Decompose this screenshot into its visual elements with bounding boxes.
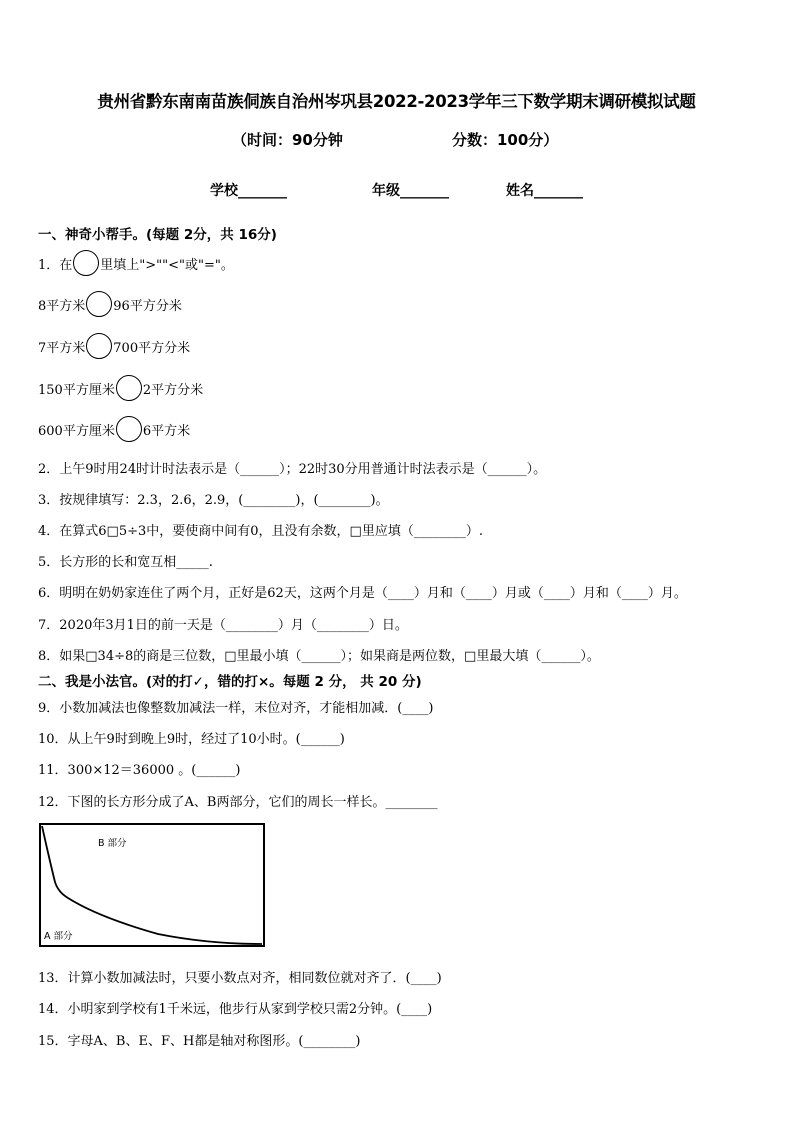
question-8: 8．如果□34÷8的商是三位数，□里最小填（______）；如果商是两位数，□里最大填（______）。 xyxy=(38,649,600,664)
comparison-left: 150平方厘米 xyxy=(38,382,115,398)
question-2: 2．上午9时用24时计时法表示是（______）；22时30分用普通计时法表示是（______）。 xyxy=(38,462,547,477)
section-2-heading: 二、我是小法官。(对的打✓，错的打×。每题 2 分， 共 20 分) xyxy=(38,674,422,690)
blank-circle xyxy=(73,250,99,276)
school-field: 学校_______ xyxy=(210,183,287,199)
question-5: 5．长方形的长和宽互相_____. xyxy=(38,555,213,570)
question-7: 7．2020年3月1日的前一天是（________）月（________）日。 xyxy=(38,618,408,633)
blank-circle xyxy=(86,333,112,359)
question-14: 14．小明家到学校有1千米远，他步行从家到学校只需2分钟。(____) xyxy=(38,1002,433,1017)
comparison-row xyxy=(38,291,182,317)
question-9: 9．小数加减法也像整数加减法一样，末位对齐，才能相加减．(____) xyxy=(38,701,434,716)
comparison-right: 2平方分米 xyxy=(142,382,204,398)
comparison-right: 96平方分米 xyxy=(113,298,182,314)
question-13: 13．计算小数加减法时，只要小数点对齐，相同数位就对齐了．(____) xyxy=(38,971,442,986)
question-1-text-a: 1．在 xyxy=(38,257,73,273)
comparison-right: 700平方分米 xyxy=(113,340,191,356)
comparison-left: 600平方厘米 xyxy=(38,423,115,439)
question-11: 11．300×12＝36000 。(______) xyxy=(38,763,241,778)
comparison-row xyxy=(38,416,190,442)
comparison-right: 6平方米 xyxy=(142,423,191,439)
question-4: 4．在算式6□5÷3中，要使商中间有0，且没有余数，□里应填（________）. xyxy=(38,524,483,539)
rectangle-figure xyxy=(38,822,268,952)
question-12: 12．下图的长方形分成了A、B两部分，它们的周长一样长。________ xyxy=(38,795,438,810)
name-field: 姓名_______ xyxy=(506,183,583,199)
question-10: 10．从上午9时到晚上9时，经过了10小时。(______) xyxy=(38,732,345,747)
comparison-left: 7平方米 xyxy=(38,340,86,356)
blank-circle xyxy=(86,291,112,317)
grade-field: 年级_______ xyxy=(372,183,449,199)
rectangle-outline xyxy=(40,824,264,946)
exam-time: （时间：90分钟 xyxy=(232,131,343,149)
question-1-text-b: 里填上">""<"或"="。 xyxy=(100,257,234,273)
comparison-left: 8平方米 xyxy=(38,298,86,314)
page-title: 贵州省黔东南南苗族侗族自治州岑巩县2022-2023学年三下数学期末调研模拟试题 xyxy=(97,92,696,111)
question-3: 3．按规律填写：2.3，2.6，2.9，(________)，(________)。 xyxy=(38,493,389,508)
question-1 xyxy=(38,250,234,276)
section-1-heading: 一、神奇小帮手。(每题 2分，共 16分) xyxy=(38,227,277,243)
comparison-row xyxy=(38,375,203,401)
question-6: 6．明明在奶奶家连住了两个月，正好是62天，这两个月是（____）月和（____）月或（____）月和（____）月。 xyxy=(38,586,687,601)
label-b: B 部分 xyxy=(98,838,127,849)
comparison-row xyxy=(38,333,190,359)
label-a: A 部分 xyxy=(44,931,73,942)
blank-circle xyxy=(116,375,142,401)
exam-score: 分数：100分） xyxy=(452,131,559,149)
blank-circle xyxy=(116,416,142,442)
question-15: 15．字母A、B、E、F、H都是轴对称图形。(________) xyxy=(38,1034,361,1049)
